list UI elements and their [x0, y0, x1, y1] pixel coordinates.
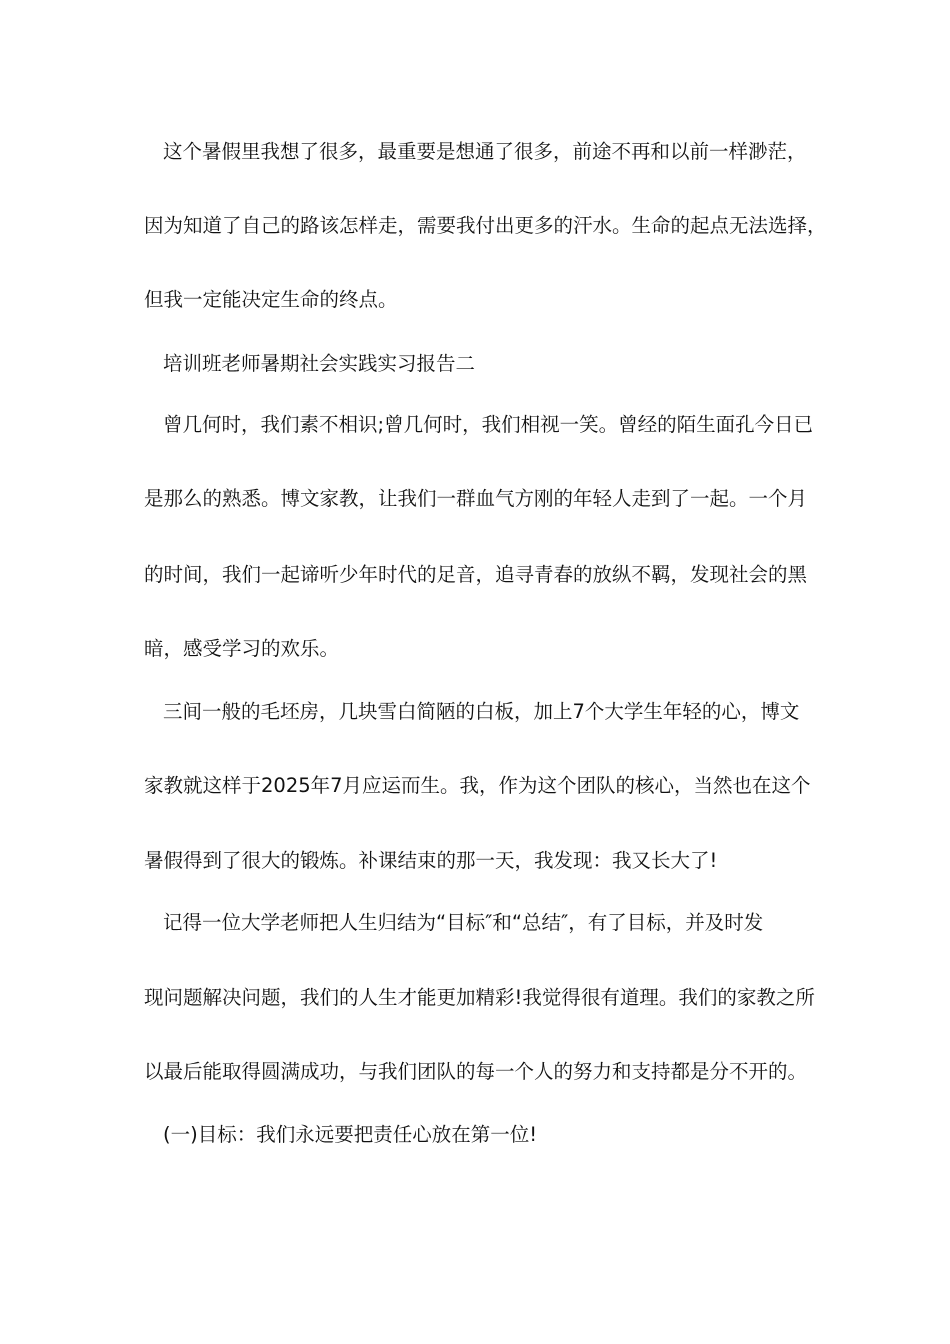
- paragraph-4-line-1: 三间一般的毛坯房，几块雪白简陋的白板，加上7个大学生年轻的心，博文: [163, 700, 800, 723]
- subsection-heading: (一)目标：我们永远要把责任心放在第一位!: [163, 1123, 538, 1146]
- paragraph-3-line-1: 曾几何时，我们素不相识;曾几何时，我们相视一笑。曾经的陌生面孔今日已: [163, 413, 814, 436]
- paragraph-1-line-1: 这个暑假里我想了很多，最重要是想通了很多，前途不再和以前一样渺茫，: [163, 140, 807, 163]
- paragraph-5-line-1: 记得一位大学老师把人生归结为“目标″和“总结″，有了目标，并及时发: [163, 911, 764, 934]
- paragraph-4-line-2: 家教就这样于2025年7月应运而生。我，作为这个团队的核心，当然也在这个: [144, 774, 811, 797]
- section-heading: 培训班老师暑期社会实践实习报告二: [163, 352, 476, 375]
- paragraph-5-line-3: 以最后能取得圆满成功，与我们团队的每一个人的努力和支持都是分不开的。: [144, 1060, 808, 1083]
- paragraph-5-line-2: 现问题解决问题，我们的人生才能更加精彩!我觉得很有道理。我们的家教之所: [144, 986, 815, 1009]
- paragraph-3-line-2: 是那么的熟悉。博文家教，让我们一群血气方刚的年轻人走到了一起。一个月: [144, 487, 808, 510]
- paragraph-3-line-3: 的时间，我们一起谛听少年时代的足音，追寻青春的放纵不羁，发现社会的黑: [144, 563, 808, 586]
- paragraph-1-line-2: 因为知道了自己的路该怎样走，需要我付出更多的汗水。生命的起点无法选择，: [144, 214, 827, 237]
- paragraph-1-line-3: 但我一定能决定生命的终点。: [144, 288, 398, 311]
- paragraph-3-line-4: 暗，感受学习的欢乐。: [144, 637, 340, 660]
- paragraph-4-line-3: 暑假得到了很大的锻炼。补课结束的那一天，我发现：我又长大了!: [144, 849, 718, 872]
